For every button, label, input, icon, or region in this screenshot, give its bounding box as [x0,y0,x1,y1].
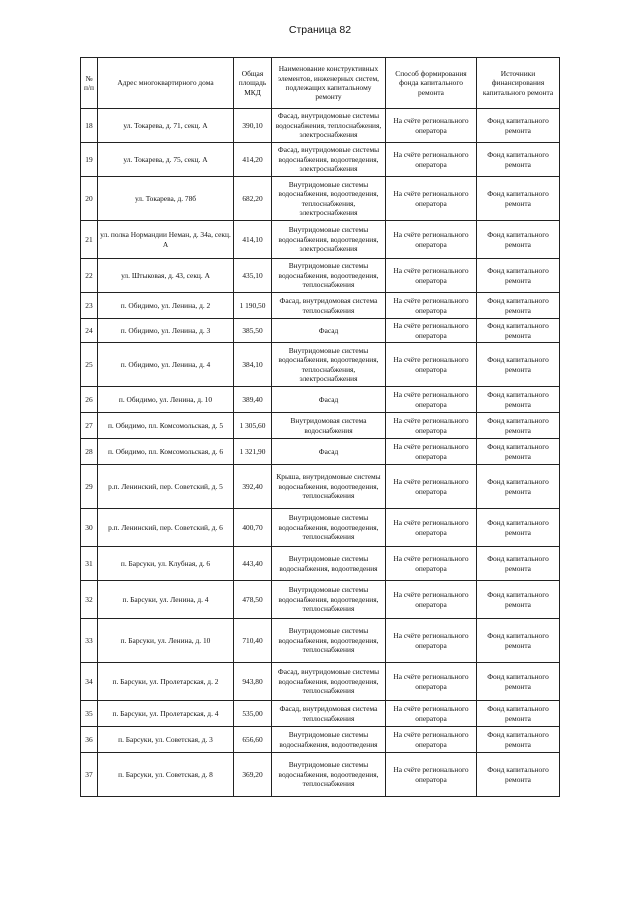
area-cell: 943,80 [234,663,272,701]
table-row [81,109,560,143]
area-cell: 385,50 [234,319,272,343]
header-address: Адрес многоквартирного дома [98,58,234,109]
fund-method-cell: На счёте регионального оператора [386,619,477,663]
row-number: 22 [81,259,98,293]
elements-cell: Внутридомовые системы водоснабжения, водоотведения, теплоснабжения [272,619,386,663]
area-cell: 414,20 [234,143,272,177]
table-row [81,465,560,509]
header-number: № п/п [81,58,98,109]
fund-method-cell: На счёте регионального оператора [386,547,477,581]
financing-source-cell: Фонд капитального ремонта [477,143,560,177]
table-row [81,701,560,727]
row-number: 36 [81,727,98,753]
row-number: 35 [81,701,98,727]
row-number: 29 [81,465,98,509]
address-cell: п. Барсуки, ул. Советская, д. 8 [98,753,234,797]
elements-cell: Внутридомовые системы водоснабжения, водоотведения [272,727,386,753]
row-number: 21 [81,221,98,259]
table-row [81,509,560,547]
fund-method-cell: На счёте регионального оператора [386,221,477,259]
table-row [81,619,560,663]
fund-method-cell: На счёте регионального оператора [386,387,477,413]
area-cell: 400,70 [234,509,272,547]
financing-source-cell: Фонд капитального ремонта [477,343,560,387]
fund-method-cell: На счёте регионального оператора [386,143,477,177]
financing-source-cell: Фонд капитального ремонта [477,547,560,581]
address-cell: ул. полка Нормандии Неман, д. 34а, секц. А [98,221,234,259]
address-cell: п. Барсуки, ул. Ленина, д. 10 [98,619,234,663]
fund-method-cell: На счёте регионального оператора [386,509,477,547]
address-cell: п. Барсуки, ул. Пролетарская, д. 2 [98,663,234,701]
row-number: 25 [81,343,98,387]
elements-cell: Фасад, внутридомовые системы водоснабжения, теплоснабжения, электроснабжения [272,109,386,143]
area-cell: 478,50 [234,581,272,619]
address-cell: п. Обидимо, ул. Ленина, д. 4 [98,343,234,387]
row-number: 26 [81,387,98,413]
address-cell: п. Барсуки, ул. Советская, д. 3 [98,727,234,753]
elements-cell: Крыша, внутридомовые системы водоснабжения, водоотведения, теплоснабжения [272,465,386,509]
table-row [81,581,560,619]
table-row [81,293,560,319]
financing-source-cell: Фонд капитального ремонта [477,109,560,143]
address-cell: п. Обидимо, ул. Ленина, д. 3 [98,319,234,343]
financing-source-cell: Фонд капитального ремонта [477,259,560,293]
fund-method-cell: На счёте регионального оператора [386,413,477,439]
address-cell: ул. Токарева, д. 78б [98,177,234,221]
elements-cell: Внутридомовые системы водоснабжения, водоотведения, теплоснабжения [272,509,386,547]
address-cell: р.п. Ленинский, пер. Советский, д. 6 [98,509,234,547]
financing-source-cell: Фонд капитального ремонта [477,581,560,619]
elements-cell: Фасад, внутридомовая система теплоснабжения [272,293,386,319]
elements-cell: Фасад, внутридомовые системы водоснабжения, водоотведения, теплоснабжения [272,663,386,701]
area-cell: 389,40 [234,387,272,413]
fund-method-cell: На счёте регионального оператора [386,439,477,465]
address-cell: п. Барсуки, ул. Клубная, д. 6 [98,547,234,581]
address-cell: п. Барсуки, ул. Пролетарская, д. 4 [98,701,234,727]
financing-source-cell: Фонд капитального ремонта [477,663,560,701]
fund-method-cell: На счёте регионального оператора [386,753,477,797]
header-fund-method: Способ формирования фонда капитального ремонта [386,58,477,109]
table-row [81,319,560,343]
area-cell: 535,00 [234,701,272,727]
row-number: 24 [81,319,98,343]
address-cell: п. Обидимо, ул. Ленина, д. 10 [98,387,234,413]
elements-cell: Внутридомовые системы водоснабжения, водоотведения, электроснабжения [272,221,386,259]
row-number: 23 [81,293,98,319]
elements-cell: Фасад [272,439,386,465]
fund-method-cell: На счёте регионального оператора [386,663,477,701]
address-cell: п. Обидимо, ул. Ленина, д. 2 [98,293,234,319]
elements-cell: Внутридомовые системы водоснабжения, водоотведения, теплоснабжения, электроснабжения [272,343,386,387]
financing-source-cell: Фонд капитального ремонта [477,619,560,663]
area-cell: 392,40 [234,465,272,509]
financing-source-cell: Фонд капитального ремонта [477,753,560,797]
table-row [81,439,560,465]
row-number: 31 [81,547,98,581]
address-cell: п. Обидимо, пл. Комсомольская, д. 6 [98,439,234,465]
address-cell: ул. Штыковая, д. 43, секц. А [98,259,234,293]
elements-cell: Фасад [272,387,386,413]
row-number: 18 [81,109,98,143]
address-cell: ул. Токарева, д. 71, секц. А [98,109,234,143]
fund-method-cell: На счёте регионального оператора [386,581,477,619]
address-cell: п. Обидимо, пл. Комсомольская, д. 5 [98,413,234,439]
address-cell: р.п. Ленинский, пер. Советский, д. 5 [98,465,234,509]
repair-program-table [80,57,560,797]
area-cell: 1 305,60 [234,413,272,439]
area-cell: 656,60 [234,727,272,753]
fund-method-cell: На счёте регионального оператора [386,701,477,727]
elements-cell: Внутридомовая система водоснабжения [272,413,386,439]
area-cell: 710,40 [234,619,272,663]
area-cell: 369,20 [234,753,272,797]
table-row [81,663,560,701]
elements-cell: Внутридомовые системы водоснабжения, водоотведения, теплоснабжения [272,753,386,797]
fund-method-cell: На счёте регионального оператора [386,465,477,509]
address-cell: ул. Токарева, д. 75, секц. А [98,143,234,177]
table-row [81,413,560,439]
fund-method-cell: На счёте регионального оператора [386,319,477,343]
table-row [81,387,560,413]
area-cell: 1 321,90 [234,439,272,465]
elements-cell: Внутридомовые системы водоснабжения, водоотведения [272,547,386,581]
financing-source-cell: Фонд капитального ремонта [477,319,560,343]
row-number: 20 [81,177,98,221]
table-row [81,547,560,581]
financing-source-cell: Фонд капитального ремонта [477,465,560,509]
row-number: 28 [81,439,98,465]
financing-source-cell: Фонд капитального ремонта [477,727,560,753]
financing-source-cell: Фонд капитального ремонта [477,439,560,465]
financing-source-cell: Фонд капитального ремонта [477,509,560,547]
financing-source-cell: Фонд капитального ремонта [477,177,560,221]
area-cell: 390,10 [234,109,272,143]
table-row [81,221,560,259]
row-number: 30 [81,509,98,547]
row-number: 27 [81,413,98,439]
header-financing-source: Источники финансирования капитального ремонта [477,58,560,109]
page-number: Страница 82 [288,24,352,36]
row-number: 34 [81,663,98,701]
row-number: 37 [81,753,98,797]
row-number: 33 [81,619,98,663]
area-cell: 435,10 [234,259,272,293]
fund-method-cell: На счёте регионального оператора [386,259,477,293]
financing-source-cell: Фонд капитального ремонта [477,293,560,319]
area-cell: 414,10 [234,221,272,259]
area-cell: 384,10 [234,343,272,387]
table-row [81,259,560,293]
fund-method-cell: На счёте регионального оператора [386,343,477,387]
row-number: 19 [81,143,98,177]
table-header-row [81,58,560,109]
financing-source-cell: Фонд капитального ремонта [477,387,560,413]
table-row [81,177,560,221]
row-number: 32 [81,581,98,619]
financing-source-cell: Фонд капитального ремонта [477,701,560,727]
table-row [81,143,560,177]
elements-cell: Внутридомовые системы водоснабжения, водоотведения, теплоснабжения, электроснабжения [272,177,386,221]
table-row [81,727,560,753]
elements-cell: Внутридомовые системы водоснабжения, водоотведения, теплоснабжения [272,259,386,293]
elements-cell: Фасад, внутридомовая система теплоснабжения [272,701,386,727]
fund-method-cell: На счёте регионального оператора [386,109,477,143]
elements-cell: Фасад [272,319,386,343]
fund-method-cell: На счёте регионального оператора [386,727,477,753]
elements-cell: Фасад, внутридомовые системы водоснабжения, водоотведения, электроснабжения [272,143,386,177]
area-cell: 682,20 [234,177,272,221]
address-cell: п. Барсуки, ул. Ленина, д. 4 [98,581,234,619]
financing-source-cell: Фонд капитального ремонта [477,221,560,259]
table-row [81,343,560,387]
header-area: Общая площадь МКД [234,58,272,109]
elements-cell: Внутридомовые системы водоснабжения, водоотведения, теплоснабжения [272,581,386,619]
table-row [81,753,560,797]
area-cell: 1 190,50 [234,293,272,319]
area-cell: 443,40 [234,547,272,581]
fund-method-cell: На счёте регионального оператора [386,177,477,221]
header-elements: Наименование конструктивных элементов, инженерных систем, подлежащих капитальному ремонту [272,58,386,109]
fund-method-cell: На счёте регионального оператора [386,293,477,319]
financing-source-cell: Фонд капитального ремонта [477,413,560,439]
